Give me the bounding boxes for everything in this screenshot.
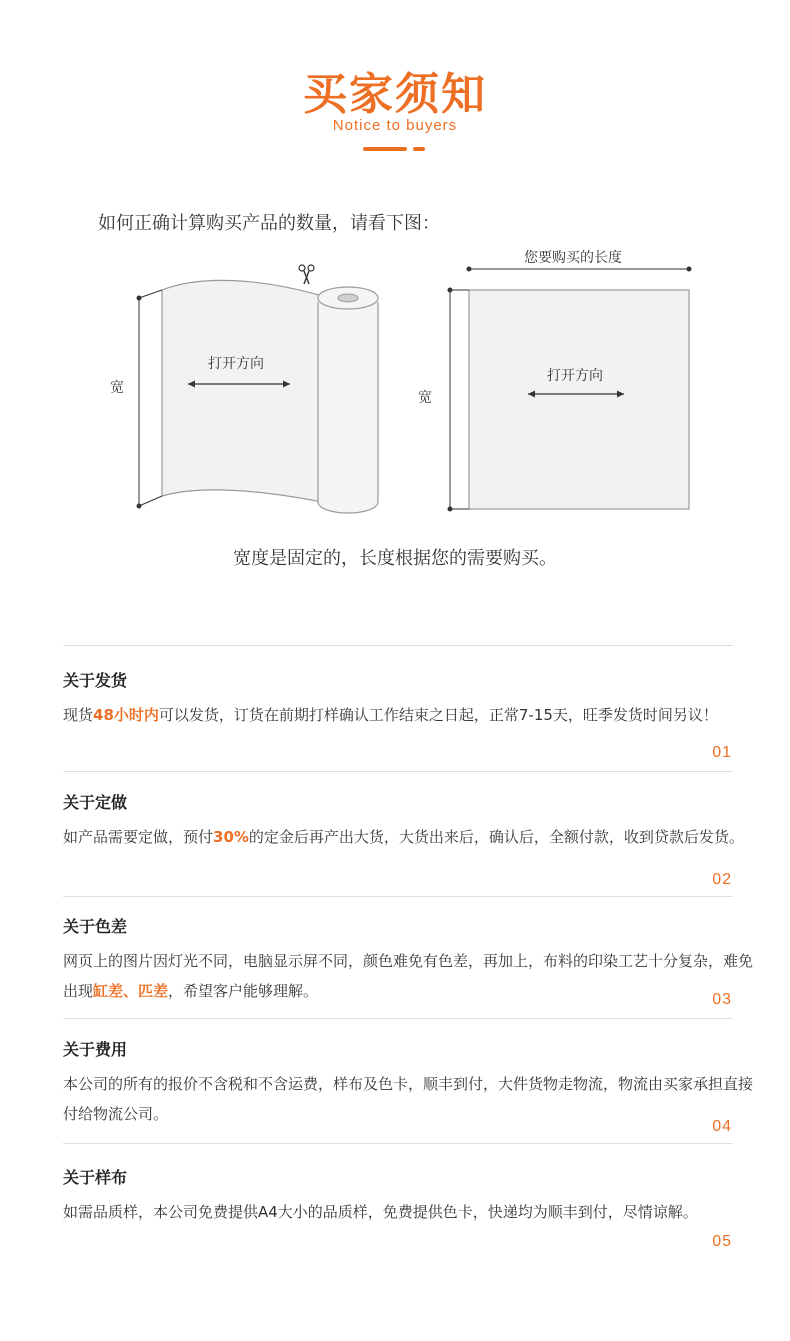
accent-bar-short	[413, 147, 425, 151]
length-label: 您要购买的长度	[524, 250, 622, 266]
notice-text: 网页上的图片因灯光不同，电脑显示屏不同，颜色难免有色差，再加上，布料的印染工艺十分复杂，难免出现缸差、匹差，希望客户能够理解。	[63, 952, 754, 1000]
right-width-label: 宽	[418, 390, 432, 406]
notice-highlight: 缸差、匹差	[93, 982, 169, 1000]
fabric-diagram	[0, 240, 790, 530]
right-direction-label: 打开方向	[547, 368, 603, 384]
notice-fees	[63, 1039, 753, 1129]
divider	[63, 645, 733, 646]
notice-title: 关于费用	[63, 1040, 128, 1059]
divider	[63, 1143, 733, 1144]
divider	[63, 1018, 733, 1019]
notice-text: 如需品质样，本公司免费提供A4大小的品质样，免费提供色卡，快递均为顺丰到付，尽情谅解。	[63, 1203, 698, 1221]
sheet-illustration	[418, 249, 692, 512]
notice-samples	[63, 1167, 753, 1227]
notice-text: 现货48小时内可以发货，订货在前期打样确认工作结束之日起，正常7-15天，旺季发货时间另议！	[63, 706, 718, 724]
roll-illustration	[110, 265, 378, 513]
left-width-label: 宽	[110, 380, 124, 396]
divider	[63, 896, 733, 897]
notice-number: 01	[712, 744, 732, 761]
page-title: 买家须知	[303, 69, 487, 120]
scissors-icon	[299, 265, 314, 284]
sheet-rect	[469, 290, 689, 509]
roll-core	[338, 294, 358, 302]
notice-color-difference	[63, 916, 753, 1006]
left-direction-label: 打开方向	[208, 356, 264, 372]
page-subtitle: Notice to buyers	[332, 117, 458, 134]
notice-title: 关于定做	[63, 793, 128, 812]
intro-text: 如何正确计算购买产品的数量，请看下图：	[98, 213, 440, 234]
notice-highlight: 48小时内	[93, 706, 159, 724]
notice-shipping	[63, 670, 753, 730]
notice-custom	[63, 792, 753, 852]
accent-bar-long	[363, 147, 407, 151]
notice-text: 本公司的所有的报价不含税和不含运费，样布及色卡，顺丰到付，大件货物走物流，物流由买家承担直接付给物流公司。	[63, 1075, 754, 1123]
notice-number: 05	[712, 1233, 732, 1250]
notice-title: 关于发货	[63, 671, 128, 690]
notice-number: 02	[712, 871, 732, 888]
divider	[63, 771, 733, 772]
diagram-caption: 宽度是固定的，长度根据您的需要购买。	[233, 548, 557, 569]
notice-number: 03	[712, 991, 732, 1008]
notice-number: 04	[712, 1118, 732, 1135]
roll-body	[318, 302, 378, 513]
notice-title: 关于样布	[63, 1168, 128, 1187]
fabric-sheet	[162, 280, 322, 502]
notice-title: 关于色差	[63, 917, 128, 936]
notice-text: 如产品需要定做，预付30%的定金后再产出大货，大货出来后，确认后，全额付款，收到贷款后发货。	[63, 828, 744, 846]
notice-highlight: 30%	[213, 828, 249, 846]
